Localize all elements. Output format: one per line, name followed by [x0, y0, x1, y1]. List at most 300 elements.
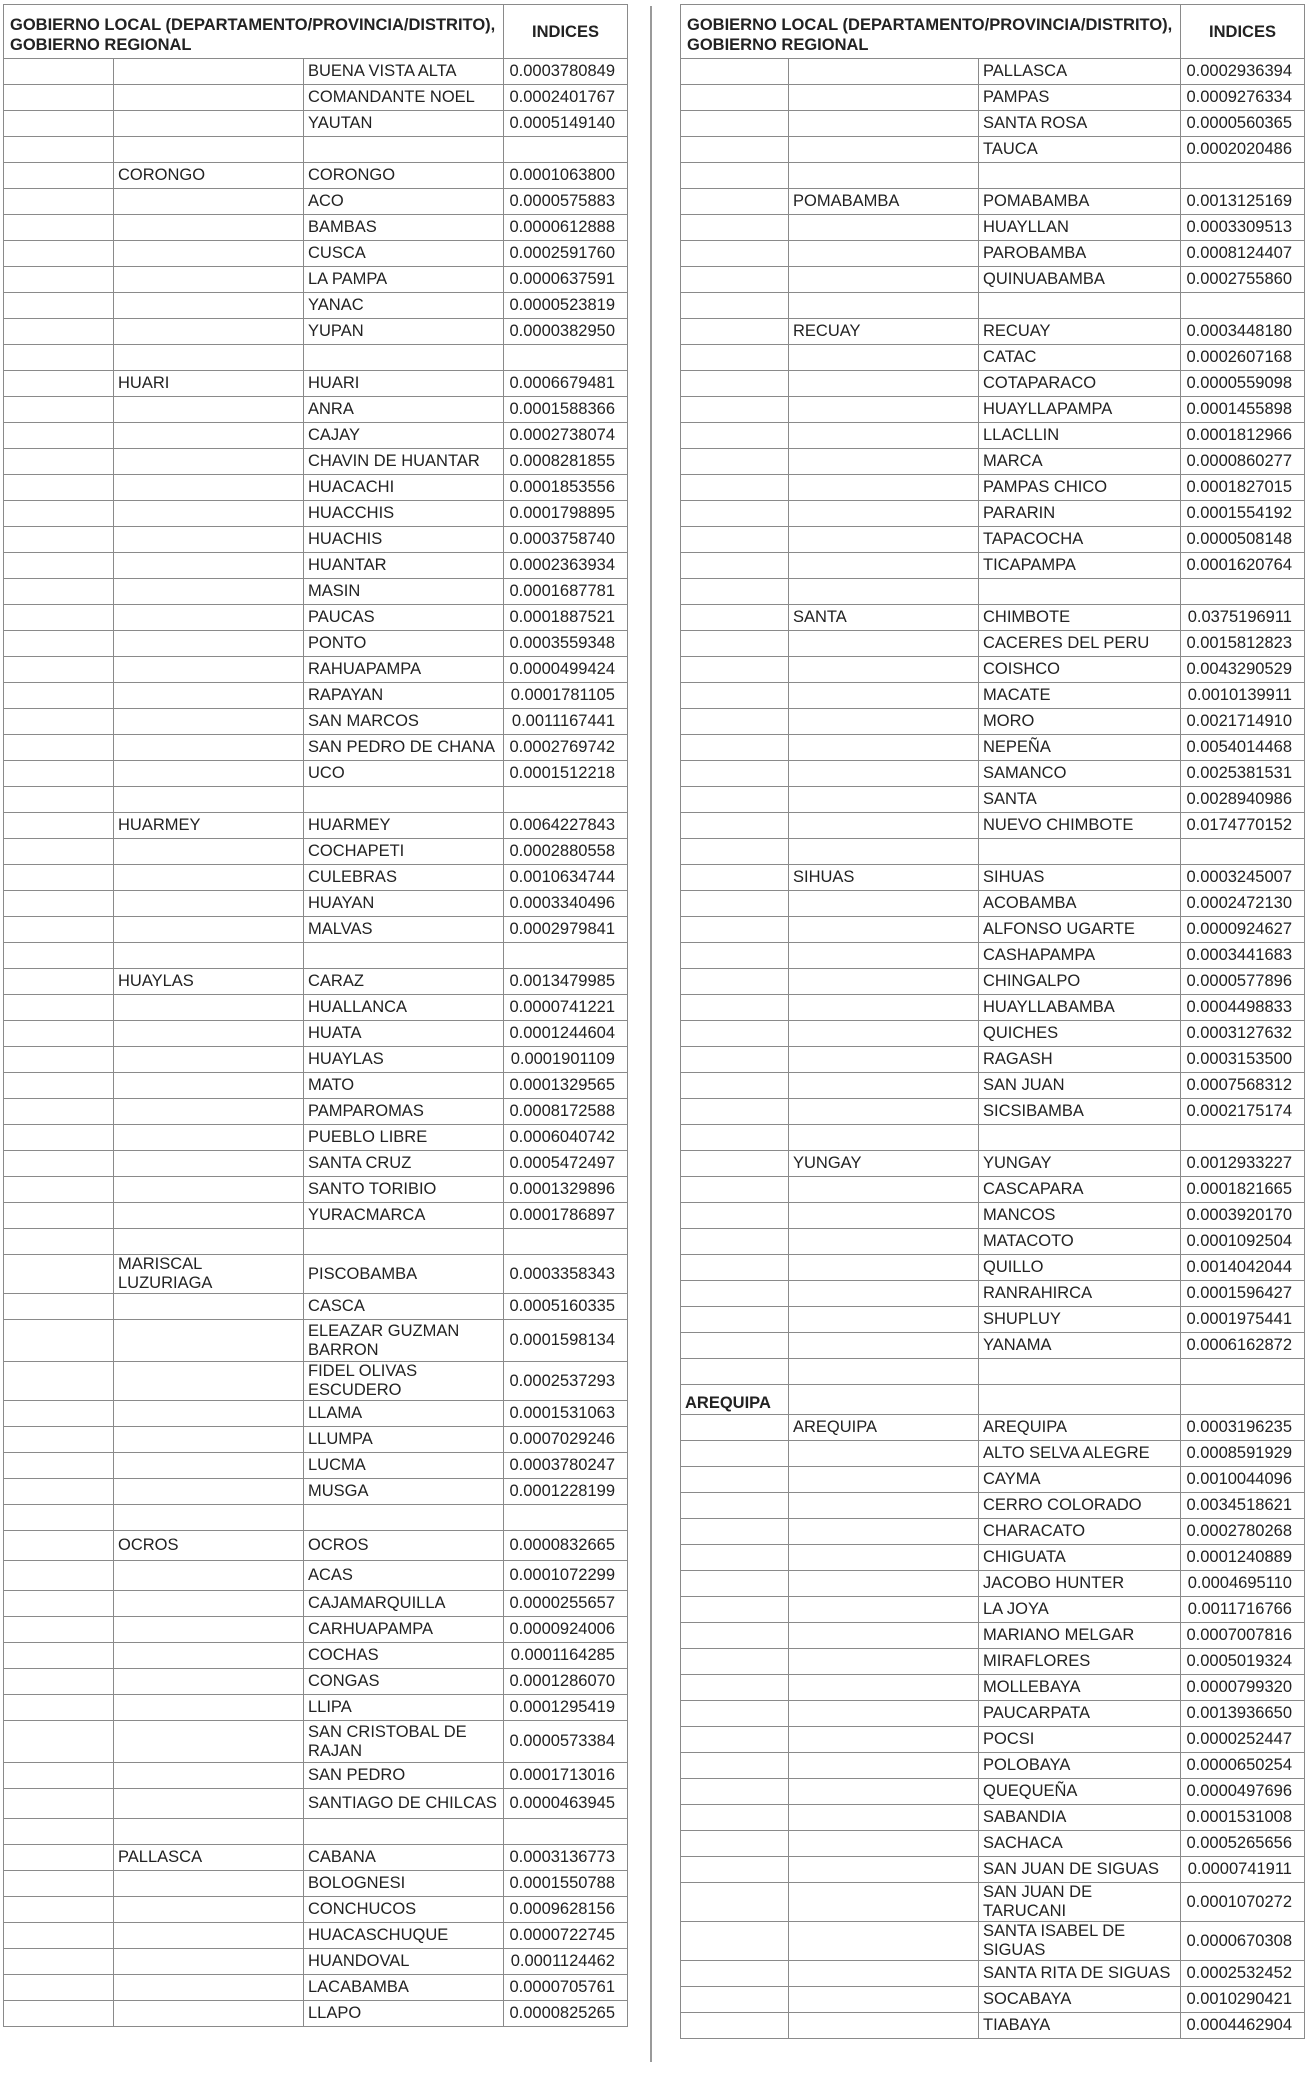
district-cell: CHIGUATA: [979, 1545, 1181, 1571]
district-cell: CAJAY: [304, 423, 504, 449]
department-cell: [4, 891, 114, 917]
index-cell: 0.0001598134: [504, 1320, 628, 1362]
province-cell: SANTA: [789, 605, 979, 631]
district-cell: HUANDOVAL: [304, 1949, 504, 1975]
index-cell: 0.0028940986: [1181, 787, 1305, 813]
department-cell: [4, 1320, 114, 1362]
table-row: [681, 1021, 1305, 1047]
index-cell: 0.0001975441: [1181, 1307, 1305, 1333]
province-cell: [789, 1125, 979, 1151]
department-cell: [4, 1362, 114, 1401]
district-cell: COTAPARACO: [979, 371, 1181, 397]
province-cell: [114, 1151, 304, 1177]
province-cell: HUAYLAS: [114, 969, 304, 995]
district-cell: MATACOTO: [979, 1229, 1181, 1255]
index-cell: 0.0001072299: [504, 1561, 628, 1591]
province-cell: HUARMEY: [114, 813, 304, 839]
province-cell: [114, 293, 304, 319]
index-cell: 0.0000575883: [504, 189, 628, 215]
table-row: [4, 761, 628, 787]
index-cell: 0.0000741221: [504, 995, 628, 1021]
district-cell: BAMBAS: [304, 215, 504, 241]
province-cell: [789, 2013, 979, 2039]
index-cell: 0.0001240889: [1181, 1545, 1305, 1571]
table-row: [681, 1701, 1305, 1727]
department-cell: [4, 1871, 114, 1897]
district-cell: HUALLANCA: [304, 995, 504, 1021]
district-cell: CORONGO: [304, 163, 504, 189]
department-cell: [681, 1307, 789, 1333]
province-cell: YUNGAY: [789, 1151, 979, 1177]
district-cell: CASHAPAMPA: [979, 943, 1181, 969]
table-row: [4, 449, 628, 475]
district-cell: [304, 137, 504, 163]
district-cell: CULEBRAS: [304, 865, 504, 891]
table-row: [4, 215, 628, 241]
department-cell: [4, 553, 114, 579]
index-cell: 0.0000508148: [1181, 527, 1305, 553]
table-row: [4, 1871, 628, 1897]
table-row: [681, 709, 1305, 735]
table-row: [4, 241, 628, 267]
index-cell: 0.0001063800: [504, 163, 628, 189]
department-cell: [4, 1561, 114, 1591]
district-cell: AREQUIPA: [979, 1415, 1181, 1441]
province-cell: [789, 475, 979, 501]
province-cell: POMABAMBA: [789, 189, 979, 215]
district-cell: TICAPAMPA: [979, 553, 1181, 579]
province-cell: [114, 1871, 304, 1897]
index-cell: 0.0000573384: [504, 1721, 628, 1763]
table-row: [681, 1519, 1305, 1545]
index-cell: 0.0001512218: [504, 761, 628, 787]
district-cell: YUPAN: [304, 319, 504, 345]
district-cell: LA PAMPA: [304, 267, 504, 293]
table-row: [4, 1073, 628, 1099]
province-cell: [114, 1177, 304, 1203]
province-cell: [114, 657, 304, 683]
table-row: [681, 397, 1305, 423]
department-cell: [681, 1779, 789, 1805]
table-row: [4, 1897, 628, 1923]
index-cell: 0.0064227843: [504, 813, 628, 839]
district-cell: ALTO SELVA ALEGRE: [979, 1441, 1181, 1467]
district-cell: MATO: [304, 1073, 504, 1099]
department-cell: [681, 1493, 789, 1519]
index-cell: 0.0001798895: [504, 501, 628, 527]
department-cell: [681, 1805, 789, 1831]
province-cell: [789, 761, 979, 787]
table-row: [681, 1545, 1305, 1571]
table-row: [4, 1294, 628, 1320]
table-row: [4, 1845, 628, 1871]
province-cell: [789, 241, 979, 267]
province-cell: [114, 189, 304, 215]
district-cell: LLACLLIN: [979, 423, 1181, 449]
index-cell: 0.0001329565: [504, 1073, 628, 1099]
table-row: [4, 709, 628, 735]
index-cell: 0.0008124407: [1181, 241, 1305, 267]
department-cell: [681, 1359, 789, 1385]
index-cell: 0.0010139911: [1181, 683, 1305, 709]
right-table-body: [681, 59, 1305, 2039]
province-cell: OCROS: [114, 1531, 304, 1561]
index-cell: 0.0002780268: [1181, 1519, 1305, 1545]
table-row: [4, 1229, 628, 1255]
province-cell: [114, 891, 304, 917]
district-cell: CACERES DEL PERU: [979, 631, 1181, 657]
index-cell: 0.0007568312: [1181, 1073, 1305, 1099]
province-cell: [789, 1073, 979, 1099]
index-cell: [1181, 839, 1305, 865]
province-cell: [789, 267, 979, 293]
table-row: [681, 1177, 1305, 1203]
table-row: [681, 189, 1305, 215]
index-cell: 0.0000499424: [504, 657, 628, 683]
department-cell: [4, 995, 114, 1021]
district-cell: SANTIAGO DE CHILCAS: [304, 1789, 504, 1819]
table-row: [681, 1467, 1305, 1493]
index-cell: 0.0003340496: [504, 891, 628, 917]
department-cell: [681, 943, 789, 969]
department-cell: [4, 111, 114, 137]
table-row: [4, 1255, 628, 1294]
department-cell: [4, 735, 114, 761]
department-cell: [681, 1177, 789, 1203]
province-cell: HUARI: [114, 371, 304, 397]
province-cell: [114, 943, 304, 969]
table-row: [4, 1789, 628, 1819]
index-cell: 0.0001531063: [504, 1401, 628, 1427]
province-cell: [114, 59, 304, 85]
department-cell: [4, 943, 114, 969]
index-cell: 0.0002769742: [504, 735, 628, 761]
department-cell: [4, 189, 114, 215]
table-row: [681, 1441, 1305, 1467]
index-cell: 0.0001827015: [1181, 475, 1305, 501]
province-cell: [114, 1643, 304, 1669]
table-row: [4, 969, 628, 995]
district-cell: MALVAS: [304, 917, 504, 943]
district-cell: COISHCO: [979, 657, 1181, 683]
index-cell: [504, 787, 628, 813]
table-row: [681, 1333, 1305, 1359]
district-cell: CATAC: [979, 345, 1181, 371]
department-cell: [681, 995, 789, 1021]
district-cell: SAMANCO: [979, 761, 1181, 787]
province-cell: [114, 995, 304, 1021]
table-row: [4, 137, 628, 163]
district-cell: [304, 1505, 504, 1531]
table-row: [4, 1362, 628, 1401]
department-cell: [4, 813, 114, 839]
province-cell: [114, 709, 304, 735]
district-cell: SAN JUAN DE SIGUAS: [979, 1857, 1181, 1883]
province-cell: [789, 1177, 979, 1203]
index-cell: 0.0003196235: [1181, 1415, 1305, 1441]
district-cell: SANTA CRUZ: [304, 1151, 504, 1177]
department-cell: [681, 1987, 789, 2013]
province-cell: CORONGO: [114, 163, 304, 189]
province-cell: [114, 1427, 304, 1453]
province-cell: [114, 397, 304, 423]
province-cell: [114, 1125, 304, 1151]
table-row: [4, 1643, 628, 1669]
department-cell: [4, 241, 114, 267]
index-cell: 0.0003559348: [504, 631, 628, 657]
department-cell: [681, 1675, 789, 1701]
province-cell: [789, 1701, 979, 1727]
table-row: [4, 1669, 628, 1695]
department-cell: [4, 839, 114, 865]
department-cell: [4, 1617, 114, 1643]
table-row: [4, 163, 628, 189]
province-cell: [114, 1401, 304, 1427]
district-cell: CARAZ: [304, 969, 504, 995]
department-cell: [681, 813, 789, 839]
district-cell: [979, 293, 1181, 319]
province-cell: [789, 371, 979, 397]
department-cell: [681, 1883, 789, 1922]
index-cell: 0.0001620764: [1181, 553, 1305, 579]
province-cell: [789, 787, 979, 813]
district-cell: MARIANO MELGAR: [979, 1623, 1181, 1649]
department-cell: [681, 1125, 789, 1151]
province-cell: [114, 475, 304, 501]
header-indices: INDICES: [1181, 5, 1305, 59]
district-cell: COCHAPETI: [304, 839, 504, 865]
index-cell: [504, 1819, 628, 1845]
index-cell: 0.0007029246: [504, 1427, 628, 1453]
district-cell: SANTA: [979, 787, 1181, 813]
department-cell: [4, 1229, 114, 1255]
department-cell: [681, 1727, 789, 1753]
table-row: [681, 1281, 1305, 1307]
index-cell: 0.0005149140: [504, 111, 628, 137]
table-row: [4, 501, 628, 527]
department-cell: [4, 1845, 114, 1871]
district-cell: PISCOBAMBA: [304, 1255, 504, 1294]
province-cell: [789, 1571, 979, 1597]
district-cell: SANTA ROSA: [979, 111, 1181, 137]
province-cell: [789, 1545, 979, 1571]
district-cell: NEPEÑA: [979, 735, 1181, 761]
province-cell: [114, 345, 304, 371]
index-cell: 0.0000637591: [504, 267, 628, 293]
district-cell: MIRAFLORES: [979, 1649, 1181, 1675]
department-cell: [4, 137, 114, 163]
district-cell: [304, 1819, 504, 1845]
province-cell: [114, 2001, 304, 2027]
table-row: [681, 1359, 1305, 1385]
index-cell: 0.0000860277: [1181, 449, 1305, 475]
province-cell: RECUAY: [789, 319, 979, 345]
district-cell: POCSI: [979, 1727, 1181, 1753]
department-cell: [681, 371, 789, 397]
province-cell: [789, 85, 979, 111]
department-cell: [681, 1922, 789, 1961]
department-cell: [681, 1571, 789, 1597]
district-cell: UCO: [304, 761, 504, 787]
province-cell: [114, 1203, 304, 1229]
table-row: [681, 449, 1305, 475]
district-cell: HUACHIS: [304, 527, 504, 553]
province-cell: [114, 423, 304, 449]
department-cell: [4, 761, 114, 787]
district-cell: HUAYLLABAMBA: [979, 995, 1181, 1021]
district-cell: PAROBAMBA: [979, 241, 1181, 267]
department-cell: [4, 163, 114, 189]
district-cell: LLAPO: [304, 2001, 504, 2027]
district-cell: CABANA: [304, 1845, 504, 1871]
index-cell: 0.0009276334: [1181, 85, 1305, 111]
index-cell: [1181, 163, 1305, 189]
department-cell: [4, 917, 114, 943]
department-cell: [681, 1415, 789, 1441]
table-row: [4, 527, 628, 553]
index-cell: [1181, 1385, 1305, 1415]
department-cell: [681, 1229, 789, 1255]
district-cell: JACOBO HUNTER: [979, 1571, 1181, 1597]
province-cell: [789, 1021, 979, 1047]
index-cell: 0.0002755860: [1181, 267, 1305, 293]
table-row: [4, 1453, 628, 1479]
department-cell: [681, 267, 789, 293]
province-cell: MARISCAL LUZURIAGA: [114, 1255, 304, 1294]
table-row: [681, 735, 1305, 761]
district-cell: YANAMA: [979, 1333, 1181, 1359]
district-cell: ACOBAMBA: [979, 891, 1181, 917]
table-row: [681, 501, 1305, 527]
index-cell: 0.0006040742: [504, 1125, 628, 1151]
province-cell: [114, 1047, 304, 1073]
province-cell: [114, 319, 304, 345]
department-cell: [4, 475, 114, 501]
department-cell: [681, 59, 789, 85]
province-cell: [114, 735, 304, 761]
district-cell: CARHUAPAMPA: [304, 1617, 504, 1643]
district-cell: CONCHUCOS: [304, 1897, 504, 1923]
district-cell: TAPACOCHA: [979, 527, 1181, 553]
index-cell: 0.0003358343: [504, 1255, 628, 1294]
table-row: [681, 1883, 1305, 1922]
department-cell: [4, 397, 114, 423]
district-cell: POLOBAYA: [979, 1753, 1181, 1779]
district-cell: PARARIN: [979, 501, 1181, 527]
district-cell: CAYMA: [979, 1467, 1181, 1493]
table-row: [681, 1753, 1305, 1779]
department-cell: [681, 397, 789, 423]
index-cell: 0.0013936650: [1181, 1701, 1305, 1727]
district-cell: [979, 1359, 1181, 1385]
table-row: [4, 631, 628, 657]
index-cell: 0.0034518621: [1181, 1493, 1305, 1519]
province-cell: [789, 1519, 979, 1545]
column-divider: [650, 6, 652, 2062]
province-cell: [114, 917, 304, 943]
table-row: [4, 1505, 628, 1531]
department-cell: [4, 1897, 114, 1923]
index-cell: 0.0005019324: [1181, 1649, 1305, 1675]
table-row: [681, 1047, 1305, 1073]
district-cell: MORO: [979, 709, 1181, 735]
department-cell: [681, 1151, 789, 1177]
department-cell: [681, 735, 789, 761]
district-cell: HUARMEY: [304, 813, 504, 839]
department-cell: [681, 1047, 789, 1073]
table-row: [681, 1307, 1305, 1333]
department-cell: [4, 85, 114, 111]
table-row: [681, 475, 1305, 501]
province-cell: [114, 111, 304, 137]
index-cell: 0.0005160335: [504, 1294, 628, 1320]
province-cell: [789, 1493, 979, 1519]
department-cell: [681, 2013, 789, 2039]
district-cell: MOLLEBAYA: [979, 1675, 1181, 1701]
table-row: [4, 813, 628, 839]
index-cell: 0.0002020486: [1181, 137, 1305, 163]
district-cell: HUANTAR: [304, 553, 504, 579]
index-cell: [504, 345, 628, 371]
district-cell: PAUCAS: [304, 605, 504, 631]
district-cell: [979, 1385, 1181, 1415]
department-cell: [4, 1531, 114, 1561]
district-cell: LACABAMBA: [304, 1975, 504, 2001]
province-cell: [114, 579, 304, 605]
department-cell: [681, 501, 789, 527]
table-row: [4, 605, 628, 631]
index-cell: 0.0000650254: [1181, 1753, 1305, 1779]
table-row: [681, 215, 1305, 241]
table-row: [681, 1385, 1305, 1415]
province-cell: [114, 527, 304, 553]
index-cell: [504, 137, 628, 163]
index-cell: 0.0013479985: [504, 969, 628, 995]
province-cell: [789, 1779, 979, 1805]
province-cell: [789, 1987, 979, 2013]
district-cell: PONTO: [304, 631, 504, 657]
district-cell: RAHUAPAMPA: [304, 657, 504, 683]
department-cell: [4, 1427, 114, 1453]
department-cell: [4, 215, 114, 241]
district-cell: LLUMPA: [304, 1427, 504, 1453]
table-row: [681, 1125, 1305, 1151]
table-row: [681, 1675, 1305, 1701]
index-cell: 0.0002532452: [1181, 1961, 1305, 1987]
index-cell: 0.0002363934: [504, 553, 628, 579]
district-cell: [304, 1229, 504, 1255]
district-cell: LLIPA: [304, 1695, 504, 1721]
table-row: [681, 1831, 1305, 1857]
district-cell: COMANDANTE NOEL: [304, 85, 504, 111]
province-cell: [114, 1617, 304, 1643]
department-cell: [681, 579, 789, 605]
department-cell: [681, 1021, 789, 1047]
district-cell: SAN JUAN DE TARUCANI: [979, 1883, 1181, 1922]
table-row: [681, 267, 1305, 293]
table-row: [681, 1493, 1305, 1519]
index-cell: 0.0043290529: [1181, 657, 1305, 683]
department-cell: [681, 1467, 789, 1493]
province-cell: [789, 1359, 979, 1385]
province-cell: [789, 293, 979, 319]
table-row: [4, 85, 628, 111]
index-cell: [1181, 579, 1305, 605]
index-cell: 0.0001164285: [504, 1643, 628, 1669]
table-row: [4, 1819, 628, 1845]
index-cell: [504, 1505, 628, 1531]
department-cell: [681, 1961, 789, 1987]
